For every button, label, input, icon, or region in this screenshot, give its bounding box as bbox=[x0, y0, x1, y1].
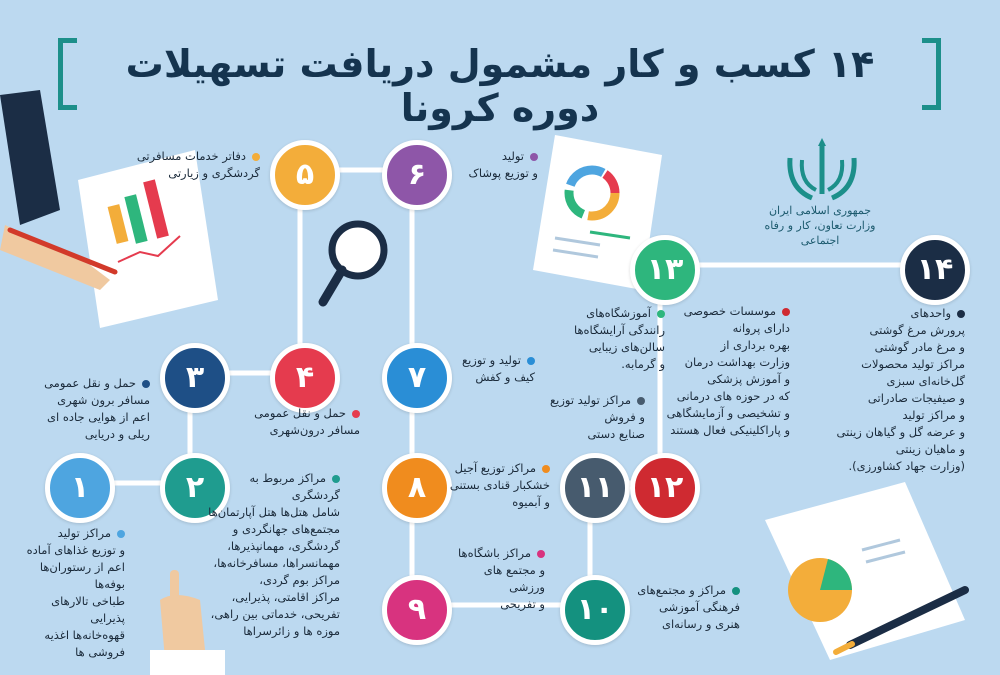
organization-line1: جمهوری اسلامی ایران bbox=[768, 204, 872, 217]
item-label-11 bbox=[535, 392, 645, 443]
item-text: مراکز مربوط به گردشگری شامل هتل‌ها هتل آپارتمان‌ها مجتمع‌های جهانگردی و گردشگری، مهمانپذیرها، مهمانسراها، مسافرخانه‌ها، مراکز بوم گردی، مراکز اقامتی، پذیرایی، تفریحی، خدماتی بین راهی، موزه ها و زائرسراها bbox=[208, 471, 340, 638]
item-node-7 bbox=[382, 343, 452, 413]
item-label-1 bbox=[20, 525, 125, 661]
item-label-8 bbox=[440, 460, 550, 511]
item-text: واحدهای پرورش مرغ گوشتی و مرغ مادر گوشتی مراکز تولید محصولات گل‌خانه‌ای سبزی و صیفیجات صادراتی و مراکز تولید و عرضه گل و گیاهان زینتی و ماهیان زینتی (وزارت جهاد کشاورزی). bbox=[836, 306, 965, 473]
item-number: ۱۲ bbox=[646, 470, 684, 505]
item-node-14 bbox=[900, 235, 970, 305]
item-label-13 bbox=[565, 305, 665, 373]
item-text: مراکز تولید توزیع و فروش صنایع دستی bbox=[550, 393, 645, 441]
item-text: مراکز تولید و توزیع غذاهای آماده اعم از رستوران‌ها بوفه‌ها طباخی تالارهای پذیرایی قهوه‌خانه‌ها اغذیه فروشی ها bbox=[26, 526, 125, 659]
bullet-dot bbox=[117, 530, 125, 538]
item-label-5 bbox=[130, 148, 260, 182]
item-node-3 bbox=[160, 343, 230, 413]
item-node-1 bbox=[45, 453, 115, 523]
item-number: ۲ bbox=[185, 470, 205, 505]
item-number: ۹ bbox=[407, 592, 427, 627]
item-number: ۱۱ bbox=[576, 470, 614, 505]
bullet-dot bbox=[142, 380, 150, 388]
item-label-2 bbox=[200, 470, 340, 640]
magnifier-illustration bbox=[323, 224, 384, 302]
item-label-9 bbox=[445, 545, 545, 613]
bullet-dot bbox=[637, 397, 645, 405]
organization-name bbox=[745, 203, 895, 248]
item-text: تولید و توزیع پوشاک bbox=[468, 149, 538, 180]
bullet-dot bbox=[352, 410, 360, 418]
title-bracket-right bbox=[922, 38, 941, 110]
title-bracket-left bbox=[58, 38, 77, 110]
item-node-4 bbox=[270, 343, 340, 413]
item-text: مراکز و مجتمع‌های فرهنگی آموزشی هنری و رسانه‌ای bbox=[637, 583, 740, 631]
bullet-dot bbox=[332, 475, 340, 483]
item-label-4 bbox=[200, 405, 360, 439]
item-label-14 bbox=[810, 305, 965, 475]
bullet-dot bbox=[957, 310, 965, 318]
item-text: حمل و نقل عمومی مسافر درون‌شهری bbox=[254, 406, 360, 437]
emblem-logo bbox=[790, 138, 854, 198]
item-number: ۱۰ bbox=[576, 592, 614, 627]
item-number: ۳ bbox=[185, 360, 205, 395]
item-node-5 bbox=[270, 140, 340, 210]
item-node-6 bbox=[382, 140, 452, 210]
item-node-10 bbox=[560, 575, 630, 645]
item-number: ۱ bbox=[70, 470, 90, 505]
item-text: موسسات خصوصی دارای پروانه بهره برداری از وزارت بهداشت درمان و آموزش پزشکی که در حوزه های درمانی و تشخیصی و آزمایشگاهی و پاراکلینیکی فعال هستند bbox=[666, 304, 790, 437]
item-number: ۷ bbox=[407, 360, 427, 395]
item-label-7 bbox=[445, 352, 535, 386]
item-number: ۸ bbox=[407, 470, 427, 505]
bullet-dot bbox=[530, 153, 538, 161]
item-label-10 bbox=[630, 582, 740, 633]
organization-line2: وزارت تعاون، کار و رفاه اجتماعی bbox=[764, 219, 876, 247]
item-node-13 bbox=[630, 235, 700, 305]
item-node-9 bbox=[382, 575, 452, 645]
bullet-dot bbox=[732, 587, 740, 595]
bullet-dot bbox=[527, 357, 535, 365]
item-number: ۵ bbox=[295, 157, 315, 192]
bullet-dot bbox=[537, 550, 545, 558]
pie-paper-illustration bbox=[765, 482, 965, 660]
item-number: ۱۳ bbox=[646, 252, 684, 287]
item-number: ۶ bbox=[407, 157, 427, 192]
item-label-12 bbox=[665, 303, 790, 439]
item-number: ۴ bbox=[295, 360, 315, 395]
bullet-dot bbox=[542, 465, 550, 473]
item-node-12 bbox=[630, 453, 700, 523]
item-text: تولید و توزیع کیف و کفش bbox=[461, 353, 535, 384]
item-node-11 bbox=[560, 453, 630, 523]
item-text: حمل و نقل عمومی مسافر برون شهری اعم از هوایی جاده ای ریلی و دریایی bbox=[44, 376, 150, 441]
item-text: مراکز توزیع آجیل خشکبار قنادی بستنی و آبمیوه bbox=[449, 461, 550, 509]
item-text: مراکز باشگاه‌ها و مجتمع های ورزشی و تفریحی bbox=[458, 546, 545, 611]
bullet-dot bbox=[657, 310, 665, 318]
bullet-dot bbox=[782, 308, 790, 316]
item-text: آموزشگاه‌های رانندگی آرایشگاه‌ها سالن‌های زیبایی و گرمابه. bbox=[573, 306, 665, 371]
item-number: ۱۴ bbox=[916, 252, 954, 287]
bullet-dot bbox=[252, 153, 260, 161]
page-title: ۱۴ کسب و کار مشمول دریافت تسهیلات دوره کرونا bbox=[125, 42, 875, 130]
item-label-3 bbox=[30, 375, 150, 443]
item-label-6 bbox=[448, 148, 538, 182]
item-text: دفاتر خدمات مسافرتی گردشگری و زیارتی bbox=[136, 149, 260, 180]
